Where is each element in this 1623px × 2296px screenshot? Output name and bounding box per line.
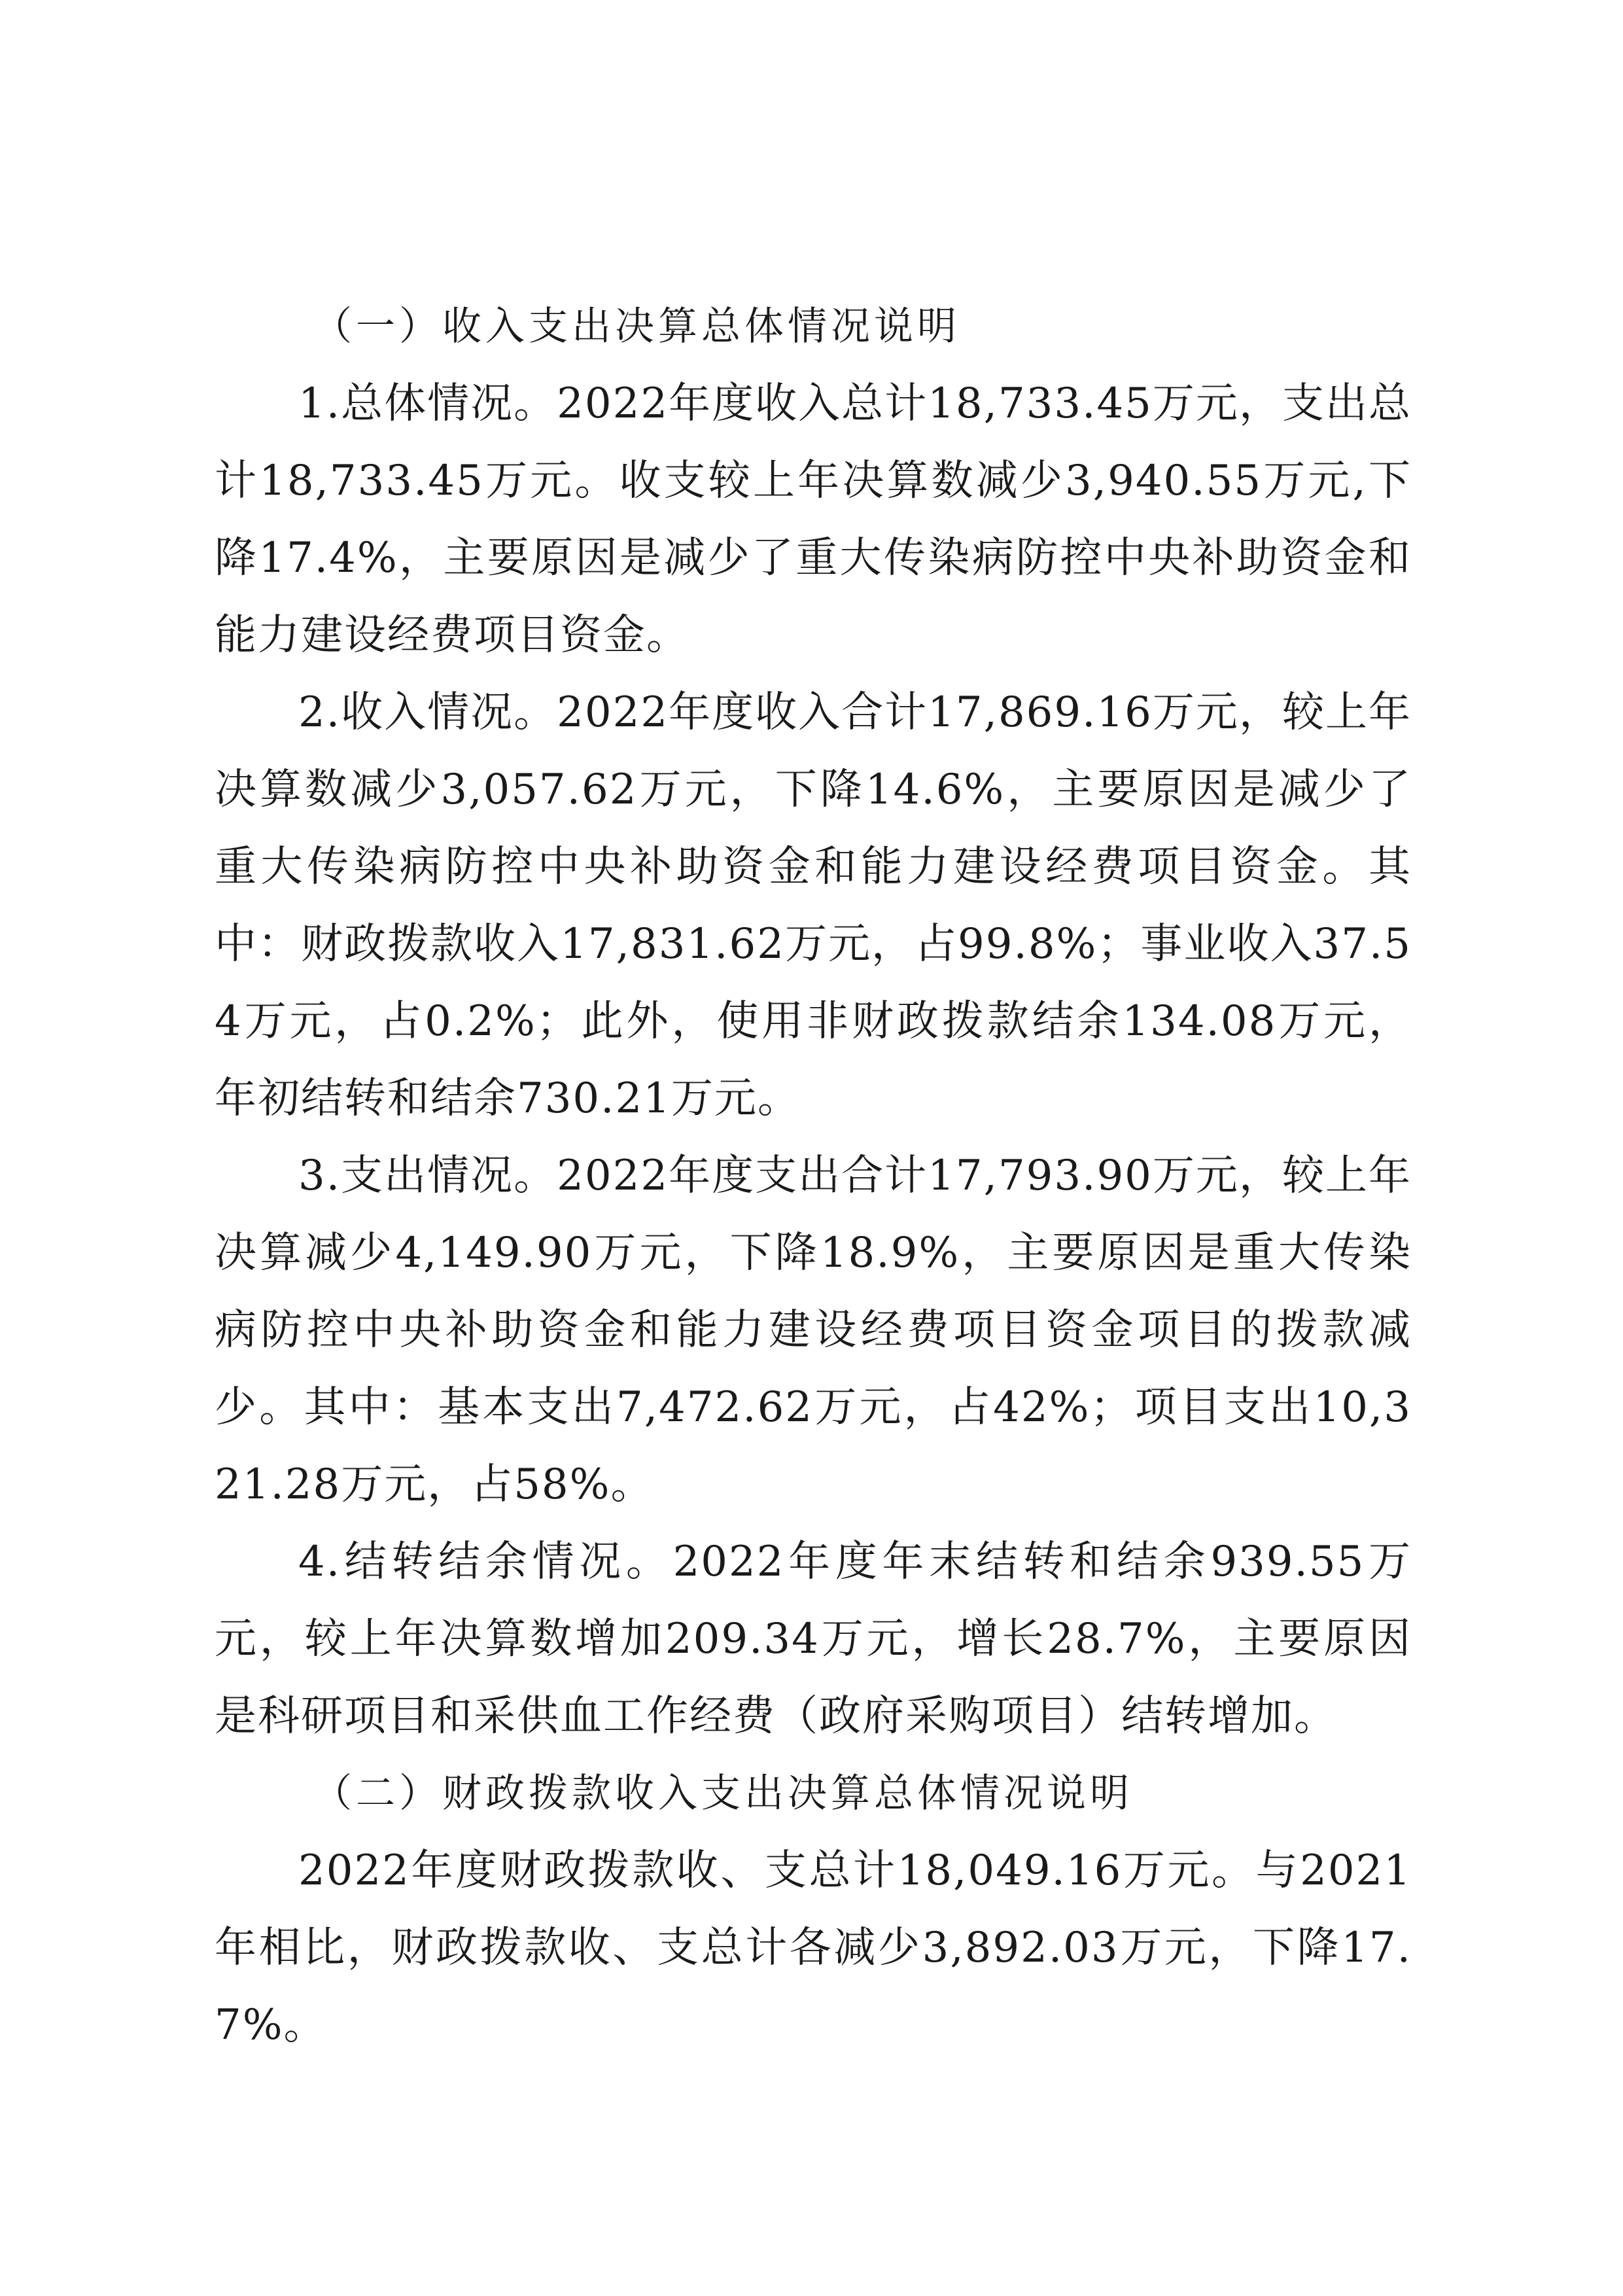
paragraph-overall-situation: 1.总体情况。2022年度收入总计18,733.45万元，支出总计18,733.45万元。收支较上年决算数减少3,940.55万元,下降17.4%，主要原因是减少了重大传染病防控中央补助资金和能力建设经费项目资金。: [215, 380, 1412, 660]
paragraph-fiscal-appropriation-total: 2022年度财政拨款收、支总计18,049.16万元。与2021年相比，财政拨款收、支总计各减少3,892.03万元，下降17.7%。: [215, 1846, 1412, 2049]
section-heading-income-expenditure-overview: （一）收入支出决算总体情况说明: [313, 304, 960, 349]
document-body: [215, 288, 1412, 2064]
paragraph-carryover-balance: 4.结转结余情况。2022年度年末结转和结余939.55万元，较上年决算数增加209.34万元，增长28.7%，主要原因是科研项目和采供血工作经费（政府采购项目）结转增加。: [215, 1538, 1412, 1740]
section-heading-fiscal-appropriation-overview: （二）财政拨款收入支出决算总体情况说明: [313, 1771, 1133, 1816]
paragraph-expenditure-situation: 3.支出情况。2022年度支出合计17,793.90万元，较上年决算减少4,149.90万元，下降18.9%，主要原因是重大传染病防控中央补助资金和能力建设经费项目资金项目的拨款减少。其中：基本支出7,472.62万元，占42%；项目支出10,321.28万元，占58%。: [215, 1152, 1412, 1509]
paragraph-income-situation: 2.收入情况。2022年度收入合计17,869.16万元，较上年决算数减少3,057.62万元，下降14.6%，主要原因是减少了重大传染病防控中央补助资金和能力建设经费项目资金。其中：财政拨款收入17,831.62万元，占99.8%；事业收入37.54万元，占0.2%；此外，使用非财政拨款结余134.08万元，年初结转和结余730.21万元。: [215, 688, 1412, 1123]
